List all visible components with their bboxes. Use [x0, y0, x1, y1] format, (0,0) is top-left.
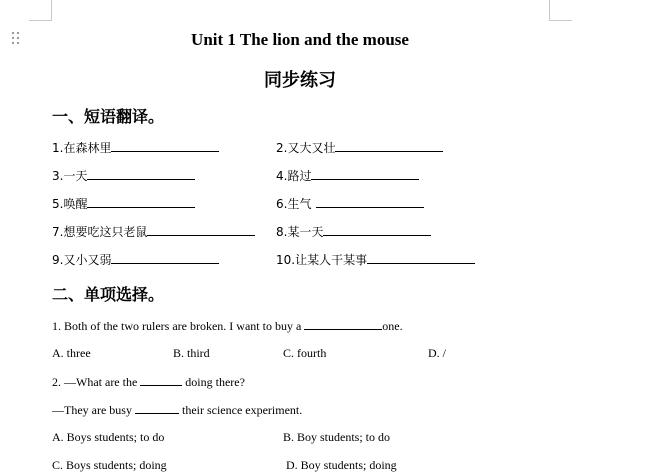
translation-item: [52, 139, 219, 156]
question-text: one.: [382, 319, 403, 333]
translation-item-text: 2.又大又壮: [276, 141, 336, 155]
option-c[interactable]: C. Boys students; doing: [52, 458, 167, 472]
option-a[interactable]: A. Boys students; to do: [52, 430, 165, 444]
page-corner-mark-top-left: [29, 0, 52, 21]
question-stem: [52, 317, 403, 334]
translation-item-text: 8.某一天: [276, 225, 324, 239]
translation-item-text: 3.一天: [52, 169, 88, 183]
translation-item-text: 4.路过: [276, 169, 312, 183]
document-subtitle: 同步练习: [264, 70, 336, 91]
option-d[interactable]: D. Boy students; doing: [286, 458, 397, 472]
answer-blank[interactable]: [323, 223, 431, 236]
question-text: their science experiment.: [178, 403, 303, 417]
answer-blank[interactable]: [111, 139, 219, 152]
translation-item: [52, 223, 255, 240]
option-b[interactable]: B. Boy students; to do: [283, 430, 391, 444]
question-text: 1. Both of the two rulers are broken. I want to buy a: [52, 319, 305, 333]
option-a[interactable]: A. three: [52, 346, 91, 360]
answer-blank[interactable]: [135, 401, 179, 414]
answer-blank[interactable]: [304, 317, 382, 330]
answer-blank[interactable]: [147, 223, 255, 236]
question-stem: [52, 373, 245, 390]
translation-item: [52, 195, 195, 212]
question-stem: [52, 401, 302, 418]
translation-item: [276, 195, 424, 212]
translation-item-text: 10.让某人干某事: [276, 253, 368, 267]
translation-item-text: 7.想要吃这只老鼠: [52, 225, 148, 239]
answer-blank[interactable]: [111, 251, 219, 264]
translation-item-text: 5.唤醒: [52, 197, 88, 211]
translation-item: [276, 251, 475, 268]
translation-item-text: 6.生气: [276, 197, 312, 211]
option-d[interactable]: D. /: [428, 346, 446, 360]
translation-item: [52, 251, 219, 268]
translation-item: [276, 223, 431, 240]
answer-blank[interactable]: [87, 195, 195, 208]
page-corner-mark-top-right: [549, 0, 572, 21]
section-heading-multiple-choice: 二、单项选择。: [52, 285, 165, 304]
document-title: Unit 1 The lion and the mouse: [191, 30, 409, 49]
translation-item: [52, 167, 195, 184]
question-text: doing there?: [182, 375, 245, 389]
section-heading-phrase-translation: 一、短语翻译。: [52, 107, 165, 126]
translation-item-text: 1.在森林里: [52, 141, 112, 155]
answer-blank[interactable]: [140, 373, 182, 386]
question-text: 2. —What are the: [52, 375, 141, 389]
translation-item: [276, 167, 419, 184]
option-c[interactable]: C. fourth: [283, 346, 327, 360]
question-text: —They are busy: [52, 403, 135, 417]
option-b[interactable]: B. third: [173, 346, 210, 360]
translation-item-text: 9.又小又弱: [52, 253, 112, 267]
answer-blank[interactable]: [311, 167, 419, 180]
answer-blank[interactable]: [335, 139, 443, 152]
answer-blank[interactable]: [367, 251, 475, 264]
answer-blank[interactable]: [316, 195, 424, 208]
answer-blank[interactable]: [87, 167, 195, 180]
translation-item: [276, 139, 443, 156]
